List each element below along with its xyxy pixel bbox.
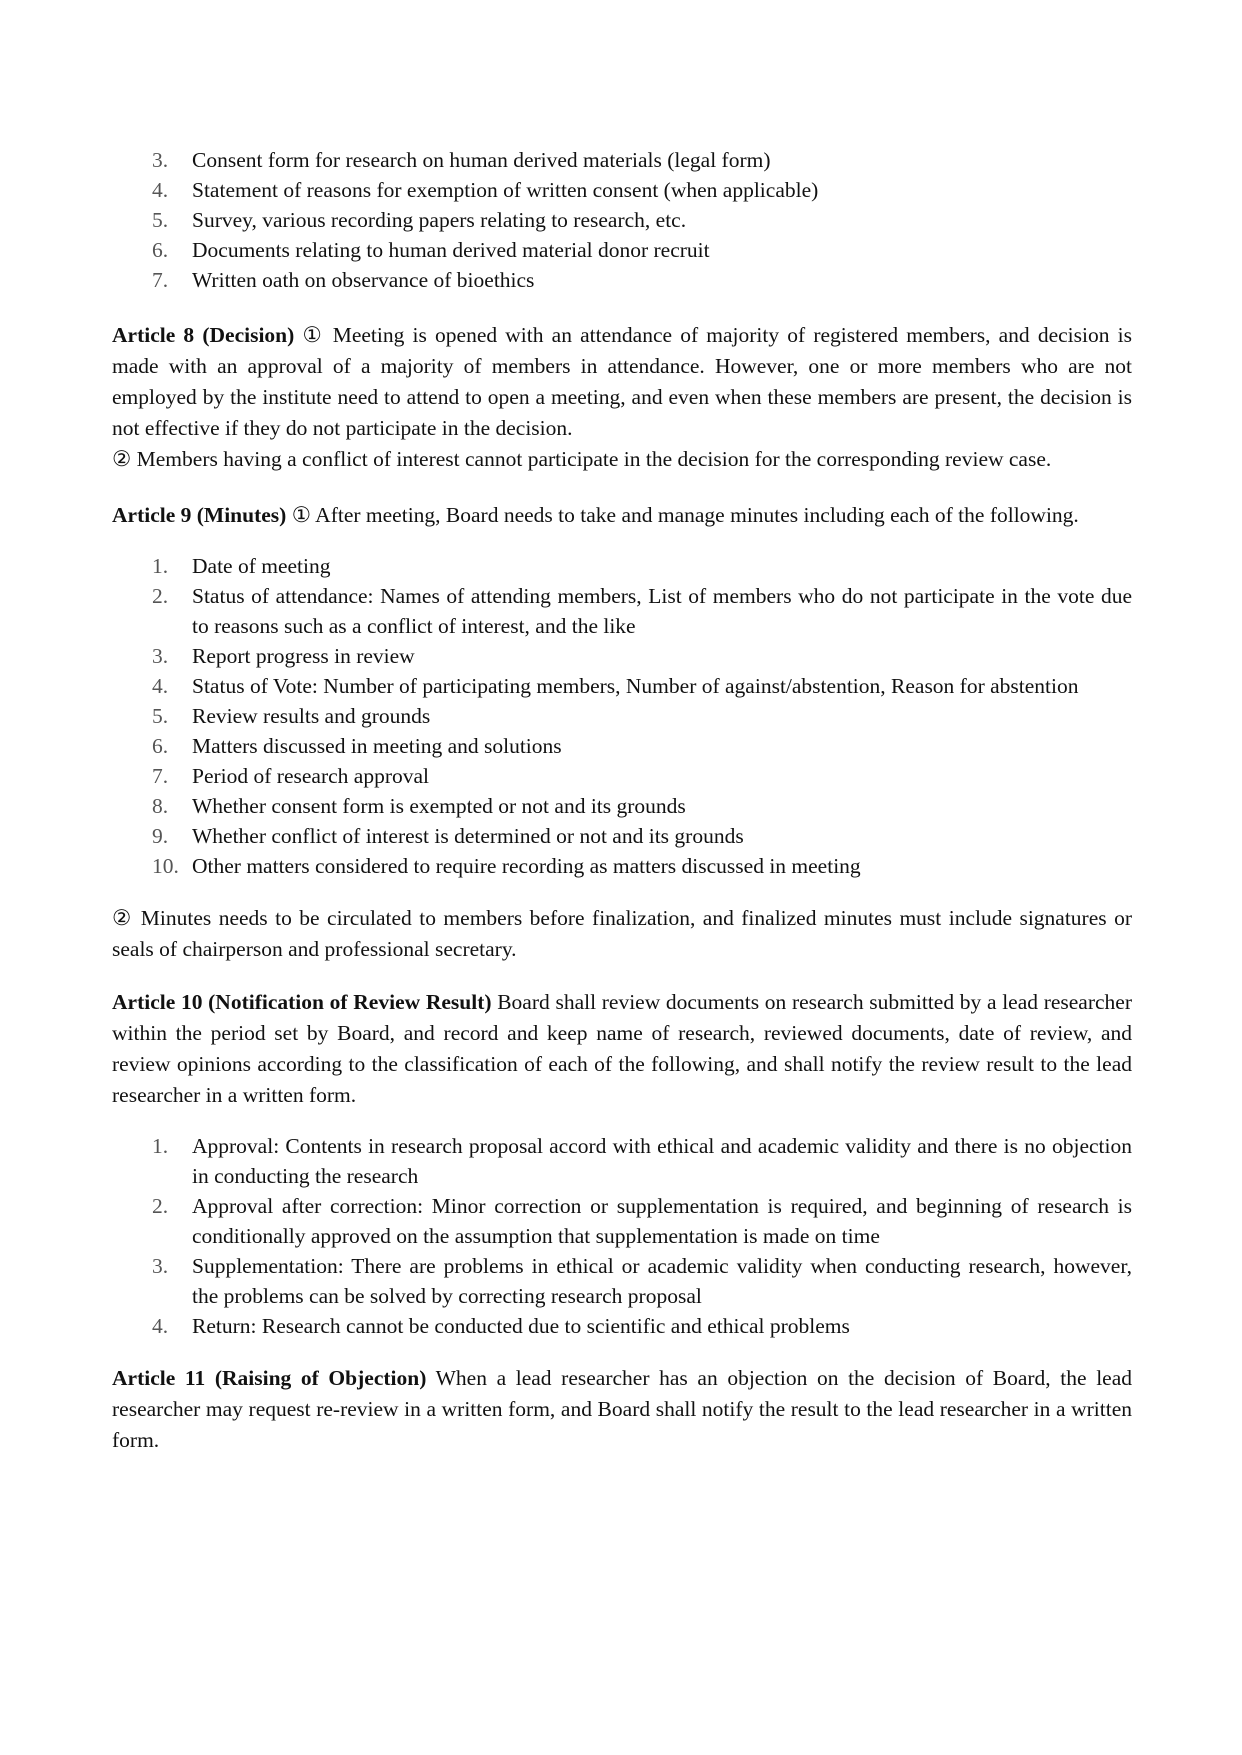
list-item xyxy=(112,175,1132,205)
article-8 xyxy=(112,320,1132,444)
list-item xyxy=(112,1191,1132,1251)
list-item xyxy=(112,791,1132,821)
list-item xyxy=(112,761,1132,791)
list-item xyxy=(112,731,1132,761)
list-item xyxy=(112,145,1132,175)
list-item-number: 6. xyxy=(152,734,169,758)
list-item-text: Date of meeting xyxy=(192,554,331,578)
article-10 xyxy=(112,987,1132,1111)
list-item-text: Written oath on observance of bioethics xyxy=(192,268,535,292)
list-item-text: Survey, various recording papers relating to research, etc. xyxy=(192,208,687,232)
article-9-heading: Article 9 (Minutes) xyxy=(112,503,287,527)
article-8-clause-2: ② Members having a conflict of interest cannot participate in the decision for the corresponding review case. xyxy=(112,447,1052,471)
list-item xyxy=(112,265,1132,295)
article-9-body: ① After meeting, Board needs to take and manage minutes including each of the following. xyxy=(291,503,1079,527)
list-item-text: Period of research approval xyxy=(192,764,429,788)
list-item-text: Status of attendance: Names of attending members, List of members who do not participate in the vote due to reasons such as a conflict of interest, and the like xyxy=(192,584,1132,638)
document-page xyxy=(112,145,1132,1456)
list-item-text: Review results and grounds xyxy=(192,704,431,728)
list-item-text: Report progress in review xyxy=(192,644,415,668)
list-item-number: 3. xyxy=(152,1254,169,1278)
list-item-number: 4. xyxy=(152,1314,169,1338)
list-item-text: Other matters considered to require recording as matters discussed in meeting xyxy=(192,854,861,878)
list-item-text: Whether consent form is exempted or not and its grounds xyxy=(192,794,686,818)
article-9 xyxy=(112,500,1132,531)
list-item-number: 5. xyxy=(152,704,169,728)
article-10-body: Board shall review documents on research submitted by a lead researcher within the period set by Board, and record and keep name of research, reviewed documents, date of review, and review opinions according to the classification of each of the following, and shall notify the review result to the lead researcher in a written form. xyxy=(112,990,1132,1107)
list-item-number: 9. xyxy=(152,824,169,848)
list-item xyxy=(112,1131,1132,1191)
list-item-text: Consent form for research on human derived materials (legal form) xyxy=(192,148,771,172)
list-item-number: 8. xyxy=(152,794,169,818)
list-item-number: 7. xyxy=(152,764,169,788)
article-8-body: ① Meeting is opened with an attendance of majority of registered members, and decision is made with an approval of a majority of members in attendance. However, one or more members who are not employed by the institute need to attend to open a meeting, and even when these members are present, the decision is not effective if they do not participate in the decision. xyxy=(112,323,1132,440)
list-item-number: 2. xyxy=(152,1194,169,1218)
article-9-clause-2: ② Minutes needs to be circulated to members before finalization, and finalized minutes must include signatures or seals of chairperson and professional secretary. xyxy=(112,906,1132,961)
list-item-number: 5. xyxy=(152,208,169,232)
list-item-number: 3. xyxy=(152,644,169,668)
list-item-text: Supplementation: There are problems in ethical or academic validity when conducting research, however, the problems can be solved by correcting research proposal xyxy=(192,1254,1132,1308)
list-item xyxy=(112,851,1132,881)
list-item xyxy=(112,671,1132,701)
list-item-text: Statement of reasons for exemption of written consent (when applicable) xyxy=(192,178,819,202)
article-11-body: When a lead researcher has an objection on the decision of Board, the lead researcher may request re-review in a written form, and Board shall notify the result to the lead researcher in a written form. xyxy=(112,1366,1132,1452)
list-item-text: Status of Vote: Number of participating members, Number of against/abstention, Reason for abstention xyxy=(192,674,1079,698)
list-item-text: Documents relating to human derived material donor recruit xyxy=(192,238,710,262)
list-item-number: 1. xyxy=(152,1134,169,1158)
review-result-list xyxy=(112,1131,1132,1341)
list-item-text: Whether conflict of interest is determined or not and its grounds xyxy=(192,824,744,848)
list-item xyxy=(112,1311,1132,1341)
list-item-number: 3. xyxy=(152,148,169,172)
list-item xyxy=(112,701,1132,731)
list-item-number: 7. xyxy=(152,268,169,292)
list-item-number: 4. xyxy=(152,178,169,202)
list-item-number: 2. xyxy=(152,584,169,608)
list-item xyxy=(112,1251,1132,1311)
article-10-heading: Article 10 (Notification of Review Result) xyxy=(112,990,492,1014)
article-8-heading: Article 8 (Decision) xyxy=(112,323,295,347)
list-item xyxy=(112,581,1132,641)
list-item xyxy=(112,551,1132,581)
list-item xyxy=(112,235,1132,265)
list-item xyxy=(112,641,1132,671)
list-item-number: 10. xyxy=(152,854,179,878)
list-item-text: Matters discussed in meeting and solutions xyxy=(192,734,562,758)
list-item-number: 1. xyxy=(152,554,169,578)
article-11-heading: Article 11 (Raising of Objection) xyxy=(112,1366,427,1390)
list-item xyxy=(112,205,1132,235)
article-11 xyxy=(112,1363,1132,1456)
list-item-text: Approval: Contents in research proposal accord with ethical and academic validity and there is no objection in conducting the research xyxy=(192,1134,1132,1188)
list-item-text: Return: Research cannot be conducted due to scientific and ethical problems xyxy=(192,1314,850,1338)
list-item-number: 4. xyxy=(152,674,169,698)
required-documents-list xyxy=(112,145,1132,295)
minutes-items-list xyxy=(112,551,1132,881)
list-item-number: 6. xyxy=(152,238,169,262)
list-item xyxy=(112,821,1132,851)
list-item-text: Approval after correction: Minor correction or supplementation is required, and beginning of research is conditionally approved on the assumption that supplementation is made on time xyxy=(192,1194,1132,1248)
